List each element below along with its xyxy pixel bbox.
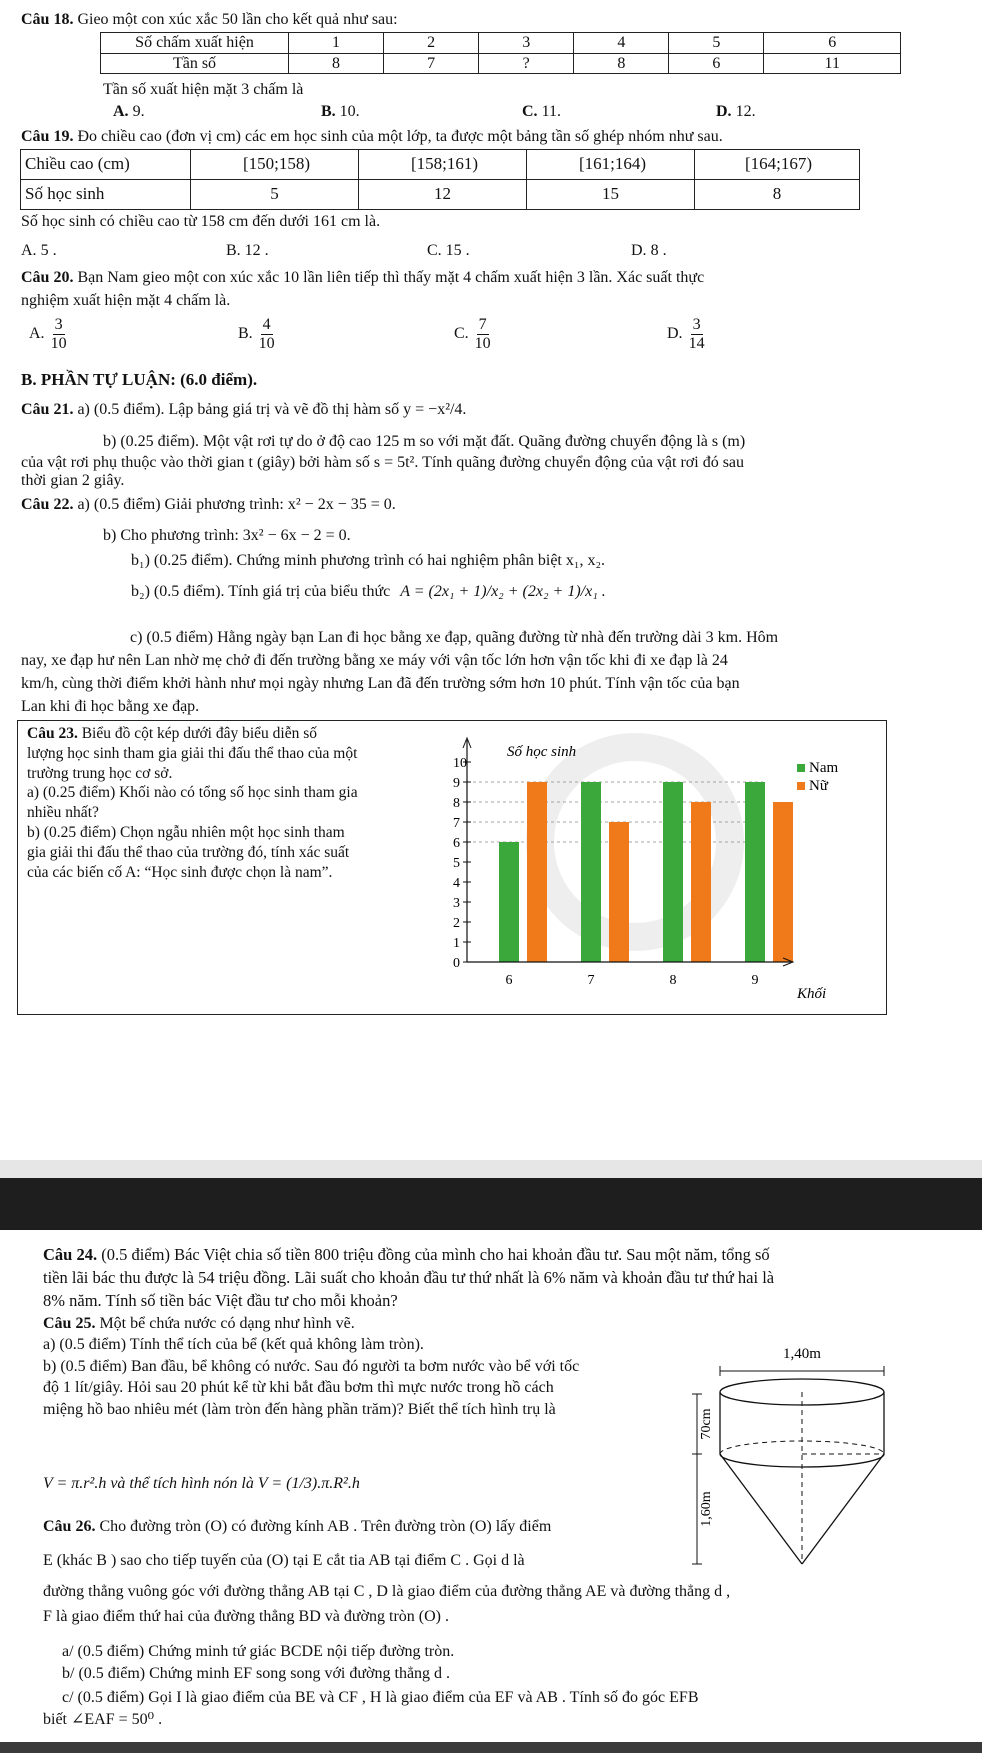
q26-c: c/ (0.5 điểm) Gọi I là giao điểm của BE và CF , H là giao điểm của EF và AB . Tính số đo góc EFB (62, 1689, 699, 1706)
q19-count: 12 (359, 180, 527, 210)
cone-left (720, 1454, 802, 1564)
q22-b2: b₂) (0.5 điểm). Tính giá trị của biểu thức A = (2x₁ + 1)/x₂ + (2x₂ + 1)/x₁ . (131, 583, 606, 600)
q24-line2: tiền lãi bác thu được là 54 triệu đồng. Lãi suất cho khoản đầu tư thứ nhất là 6% năm và khoản đầu tư thứ hai là (43, 1268, 775, 1287)
x-tick-label: 6 (505, 973, 513, 988)
q19-count: 8 (695, 180, 860, 210)
q26-a: a/ (0.5 điểm) Chứng minh tứ giác BCDE nội tiếp đường tròn. (62, 1643, 455, 1660)
x-tick-label: 8 (669, 973, 677, 988)
q20-option-a: A. $\frac{3}{10}$ (29, 316, 67, 352)
y-tick-label: 4 (453, 876, 460, 891)
page-bottom-bar (0, 1742, 982, 1753)
q24-line3: 8% năm. Tính số tiền bác Việt đầu tư cho mỗi khoản? (43, 1291, 398, 1310)
bar-nam-9 (745, 782, 765, 962)
q21-b3: thời gian 2 giây. (21, 472, 125, 489)
q25-line: b) (0.5 điểm) Ban đầu, bể không có nước. Sau đó người ta bơm nước vào bể với tốc (43, 1357, 580, 1375)
q20-option-d: D. $\frac{3}{14}$ (667, 316, 705, 352)
q23-line: b) (0.25 điểm) Chọn ngẫu nhiên một học sinh tham (27, 824, 345, 842)
q19-row1-head: Chiều cao (cm) (21, 150, 191, 180)
q19-option-b: B. 12 . (226, 242, 269, 259)
q19-text: Đo chiều cao (đơn vị cm) các em học sinh của một lớp, ta được một bảng tần số ghép nhóm như sau. (77, 128, 723, 145)
q25-formula: V = π.r².h và thể tích hình nón là V = (1/3).π.R².h (43, 1475, 360, 1492)
tank-figure (680, 1342, 910, 1582)
part-b-title: B. PHẦN TỰ LUẬN: (6.0 điểm). (21, 370, 258, 389)
bar-nam-8 (663, 782, 683, 962)
legend-nam-label: Nam (809, 760, 839, 776)
q19-group: [158;161) (359, 150, 527, 180)
q22-c1: c) (0.5 điểm) Hằng ngày bạn Lan đi học bằng xe đạp, quãng đường từ nhà đến trường dài 3 km. Hôm (130, 629, 779, 646)
q18-freq: ? (479, 53, 574, 74)
q22-label: Câu 22. (21, 496, 74, 513)
y-tick-label: 9 (453, 776, 460, 791)
q19-row2-head: Số học sinh (21, 180, 191, 210)
q19-group: [164;167) (695, 150, 860, 180)
q20-line1: Câu 20. Bạn Nam gieo một con xúc xắc 10 lần liên tiếp thì thấy mặt 4 chấm xuất hiện 3 lần. Xác suất thực (21, 269, 705, 286)
q19-count: 15 (527, 180, 695, 210)
legend-nam-swatch (797, 764, 805, 772)
page-separator-band (0, 1178, 982, 1230)
q18-label: Câu 18. (21, 11, 74, 28)
y-tick-label: 10 (453, 756, 467, 771)
q23-line: Câu 23. Biểu đồ cột kép dưới đây biểu diễn số (27, 725, 317, 742)
q18-freq: 7 (384, 53, 479, 74)
q25-line: a) (0.5 điểm) Tính thể tích của bể (kết quả không làm tròn). (43, 1336, 424, 1354)
q18-title (21, 10, 398, 30)
q21-b2: của vật rơi phụ thuộc vào thời gian t (giây) bởi hàm số s = 5t². Tính quãng đường chuyển động của vật rơi đó sau (21, 454, 745, 471)
q19-label: Câu 19. (21, 128, 74, 145)
q23-line: lượng học sinh tham gia giải thi đấu thể thao của một (27, 744, 358, 762)
q18-freq: 11 (764, 53, 901, 74)
q20-label: Câu 20. (21, 269, 74, 286)
cylinder-height-label: 70cm (699, 1408, 714, 1440)
legend-nu-label: Nữ (809, 778, 828, 794)
q20-option-b: B. $\frac{4}{10}$ (238, 316, 275, 352)
q20-line2: nghiệm xuất hiện mặt 4 chấm là. (21, 292, 231, 309)
q23-line: gia giải thi đấu thể thao của trường đó, tính xác suất (27, 843, 350, 861)
y-tick-label: 5 (453, 856, 460, 871)
q22-c4: Lan khi đi học bằng xe đạp. (21, 698, 200, 715)
q26-line1: Câu 26. Cho đường tròn (O) có đường kính AB . Trên đường tròn (O) lấy điểm (43, 1518, 552, 1535)
y-tick-label: 3 (453, 896, 460, 911)
q26-b: b/ (0.5 điểm) Chứng minh EF song song với đường thẳng d . (62, 1665, 451, 1682)
q18-freq: 6 (669, 53, 764, 74)
q18-option-d: D. 12. (716, 103, 756, 120)
q18-option-b: B. 10. (321, 103, 360, 120)
chart-ylabel: Số học sinh (507, 744, 577, 760)
bar-nu-8 (691, 802, 711, 962)
q23-line: a) (0.25 điểm) Khối nào có tổng số học sinh tham gia (27, 784, 358, 802)
q19-count: 5 (191, 180, 359, 210)
q18-face: 6 (764, 33, 901, 54)
bar-chart (445, 722, 885, 1014)
y-tick-label: 8 (453, 796, 460, 811)
q18-freq: 8 (574, 53, 669, 74)
q26-c2: biết ∠EAF = 50⁰ . (43, 1711, 163, 1728)
q23-line: nhiều nhất? (27, 804, 99, 822)
q21-a: Câu 21. a) (0.5 điểm). Lập bảng giá trị và vẽ đồ thị hàm số y = −x²/4. (21, 401, 467, 418)
bar-nu-7 (609, 822, 629, 962)
cone-right (802, 1454, 884, 1564)
q26-line2: E (khác B ) sao cho tiếp tuyến của (O) tại E cắt tia AB tại điểm C . Gọi d là (43, 1552, 525, 1569)
q18-text: Gieo một con xúc xắc 50 lần cho kết quả như sau: (77, 11, 398, 28)
q19-title (21, 127, 723, 147)
q21-label: Câu 21. (21, 401, 74, 418)
cone-height-label: 1,60m (699, 1491, 714, 1527)
q18-option-c: C. 11. (522, 103, 561, 120)
x-tick-label: 9 (751, 973, 759, 988)
q18-table (100, 32, 901, 74)
q23-line: của các biến cố A: “Học sinh được chọn là nam”. (27, 863, 333, 881)
bar-nam-7 (581, 782, 601, 962)
q26-line3: đường thẳng vuông góc với đường thẳng AB tại C , D là giao điểm của đường thẳng AE và đường thẳng d , (43, 1583, 731, 1600)
q19-group: [161;164) (527, 150, 695, 180)
q23-text (27, 724, 447, 883)
q19-group: [150;158) (191, 150, 359, 180)
q19-option-c: C. 15 . (427, 242, 470, 259)
q18-question: Tần số xuất hiện mặt 3 chấm là (103, 81, 304, 98)
q25-text (43, 1313, 683, 1420)
q20-option-c: C. $\frac{7}{10}$ (454, 316, 491, 352)
q18-face: 4 (574, 33, 669, 54)
q18-header: Số chấm xuất hiện (101, 33, 289, 54)
q19-table (20, 149, 860, 210)
q21-b1: b) (0.25 điểm). Một vật rơi tự do ở độ cao 125 m so với mặt đất. Quãng đường chuyển động là s (m) (103, 433, 746, 450)
q19-question: Số học sinh có chiều cao từ 158 cm đến dưới 161 cm là. (21, 213, 381, 230)
q25-line: miệng hồ bao nhiêu mét (làm tròn đến hàng phần trăm)? Biết thể tích hình trụ là (43, 1400, 556, 1418)
q25-line: Câu 25. Một bể chứa nước có dạng như hình vẽ. (43, 1315, 355, 1332)
q26-line4: F là giao điểm thứ hai của đường thẳng BD và đường tròn (O) . (43, 1608, 449, 1625)
q18-face: 5 (669, 33, 764, 54)
q22-b1: b₁) (0.25 điểm). Chứng minh phương trình có hai nghiệm phân biệt x₁, x₂. (131, 552, 606, 569)
q18-option-a: A. 9. (113, 103, 145, 120)
x-tick-label: 7 (587, 973, 595, 988)
bar-nam-6 (499, 842, 519, 962)
q18-row2-head: Tần số (101, 53, 289, 74)
q22-c3: km/h, cùng thời điểm khởi hành như mọi ngày nhưng Lan đã đến trường sớm hơn 10 phút. Tính vận tốc của bạn (21, 675, 740, 692)
y-tick-label: 2 (453, 916, 460, 931)
chart-xlabel: Khối (797, 986, 827, 1002)
q18-face: 2 (384, 33, 479, 54)
q18-freq: 8 (289, 53, 384, 74)
q22-b: b) Cho phương trình: 3x² − 6x − 2 = 0. (103, 527, 351, 544)
tank-diameter-label: 1,40m (783, 1346, 821, 1362)
y-tick-label: 6 (453, 836, 460, 851)
y-tick-label: 1 (453, 936, 460, 951)
q18-face: 3 (479, 33, 574, 54)
q22-a: Câu 22. a) (0.5 điểm) Giải phương trình: x² − 2x − 35 = 0. (21, 496, 396, 513)
page-gap (0, 1160, 982, 1178)
q18-face: 1 (289, 33, 384, 54)
q22-c2: nay, xe đạp hư nên Lan nhờ mẹ chở đi đến trường bằng xe máy với vận tốc lớn hơn vận tốc khi đi xe đạp là 24 (21, 652, 728, 669)
q23-line: trường trung học cơ sở. (27, 764, 173, 782)
q25-line: độ 1 lít/giây. Hỏi sau 20 phút kể từ khi bắt đầu bơm thì mực nước trong hồ cách (43, 1379, 554, 1397)
q19-option-a: A. 5 . (21, 242, 57, 259)
bar-nu-6 (527, 782, 547, 962)
y-tick-label: 0 (453, 956, 460, 971)
y-tick-label: 7 (453, 816, 460, 831)
q24-line1: Câu 24. (0.5 điểm) Bác Việt chia số tiền 800 triệu đồng của mình cho hai khoản đầu tư. Sau một năm, tổng số (43, 1245, 770, 1264)
q19-option-d: D. 8 . (631, 242, 667, 259)
bar-nu-9 (773, 802, 793, 962)
legend-nu-swatch (797, 782, 805, 790)
